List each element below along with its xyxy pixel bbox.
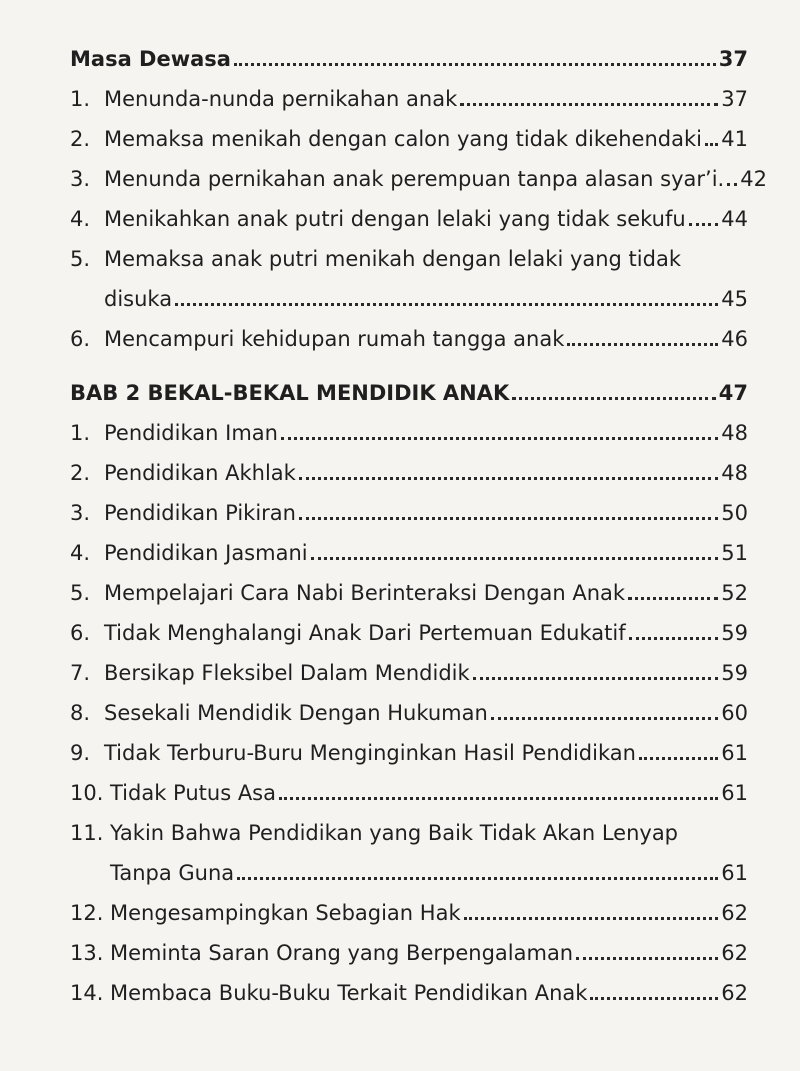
toc-entry xyxy=(70,406,748,446)
dot-leader xyxy=(279,797,718,800)
toc-entry xyxy=(70,606,748,646)
entry-title: Meminta Saran Orang yang Berpengalaman xyxy=(110,940,574,965)
toc-entry xyxy=(70,486,748,526)
dot-leader xyxy=(512,397,715,400)
toc-entry-first-line xyxy=(70,806,748,846)
entry-number: 1. xyxy=(70,86,91,111)
dot-leader xyxy=(237,877,718,880)
entry-title-continuation: Tanpa Guna xyxy=(110,860,235,885)
toc-entry xyxy=(70,686,748,726)
page-number: 52 xyxy=(721,580,748,605)
dot-leader xyxy=(689,223,719,226)
entry-title: Pendidikan Pikiran xyxy=(104,500,296,525)
toc-entry-continuation xyxy=(70,846,748,886)
toc-entry xyxy=(70,192,748,232)
toc-entry xyxy=(70,112,748,152)
entry-number: 11. xyxy=(70,820,104,845)
dot-leader xyxy=(628,597,718,600)
page-number: 62 xyxy=(721,900,748,925)
toc-entry-continuation xyxy=(70,272,748,312)
toc-entry xyxy=(70,72,748,112)
page-number: 48 xyxy=(721,460,748,485)
entry-number: 5. xyxy=(70,246,91,271)
page-number: 50 xyxy=(721,500,748,525)
toc-entry xyxy=(70,446,748,486)
entry-title: Sesekali Mendidik Dengan Hukuman xyxy=(104,700,488,725)
page-number: 59 xyxy=(721,620,748,645)
entry-number: 4. xyxy=(70,540,91,565)
page-number: 45 xyxy=(721,286,748,311)
entry-title: Membaca Buku-Buku Terkait Pendidikan Anak xyxy=(110,980,588,1005)
page-number: 44 xyxy=(721,206,748,231)
dot-leader xyxy=(629,637,719,640)
page-number: 47 xyxy=(718,380,748,405)
page-number: 42 xyxy=(740,166,767,191)
dot-leader xyxy=(567,343,718,346)
entry-title: Yakin Bahwa Pendidikan yang Baik Tidak Akan Lenyap xyxy=(110,820,679,845)
entry-number: 6. xyxy=(70,326,91,351)
dot-leader xyxy=(491,717,718,720)
toc-entry xyxy=(70,926,748,966)
entry-number: 8. xyxy=(70,700,91,725)
toc-entry xyxy=(70,966,748,1006)
dot-leader xyxy=(590,997,718,1000)
entry-number: 13. xyxy=(70,940,104,965)
toc-entry xyxy=(70,312,748,352)
entry-number: 2. xyxy=(70,460,91,485)
entry-number: 10. xyxy=(70,780,104,805)
toc-entry xyxy=(70,526,748,566)
entry-number: 7. xyxy=(70,660,91,685)
entry-number: 6. xyxy=(70,620,91,645)
entry-title: Menikahkan anak putri dengan lelaki yang tidak sekufu xyxy=(104,206,686,231)
dot-leader xyxy=(311,557,719,560)
page-number: 60 xyxy=(721,700,748,725)
page-number: 59 xyxy=(721,660,748,685)
entry-title: Mempelajari Cara Nabi Berinteraksi Dengan Anak xyxy=(104,580,626,605)
dot-leader xyxy=(234,63,716,66)
entry-title: Menunda pernikahan anak perempuan tanpa alasan syar’i. xyxy=(104,166,725,191)
entry-title: Tidak Menghalangi Anak Dari Pertemuan Edukatif xyxy=(104,620,626,645)
section-heading-masa-dewasa xyxy=(70,24,748,72)
entry-number: 9. xyxy=(70,740,91,765)
entry-number: 1. xyxy=(70,420,91,445)
page-number: 37 xyxy=(718,46,748,71)
entry-title: Tidak Terburu-Buru Menginginkan Hasil Pendidikan xyxy=(104,740,636,765)
dot-leader xyxy=(464,917,719,920)
entry-title: Pendidikan Jasmani xyxy=(104,540,308,565)
dot-leader xyxy=(576,957,718,960)
entry-title: Mengesampingkan Sebagian Hak xyxy=(110,900,461,925)
page-number: 62 xyxy=(721,940,748,965)
entry-title: Pendidikan Iman xyxy=(104,420,278,445)
page-number: 37 xyxy=(721,86,748,111)
toc-entry-first-line xyxy=(70,232,748,272)
page-number: 46 xyxy=(721,326,748,351)
section-title: Masa Dewasa xyxy=(70,46,231,71)
entry-number: 3. xyxy=(70,166,91,191)
entry-title: Bersikap Fleksibel Dalam Mendidik xyxy=(104,660,470,685)
table-of-contents xyxy=(70,24,767,1006)
dot-leader xyxy=(299,477,718,480)
entry-title: Tidak Putus Asa xyxy=(110,780,276,805)
dot-leader xyxy=(727,183,737,186)
entry-title: Memaksa anak putri menikah dengan lelaki yang tidak xyxy=(104,246,681,271)
entry-number: 4. xyxy=(70,206,91,231)
page-number: 61 xyxy=(721,740,748,765)
entry-title: Pendidikan Akhlak xyxy=(104,460,296,485)
entry-number: 14. xyxy=(70,980,104,1005)
page-number: 48 xyxy=(721,420,748,445)
entry-number: 5. xyxy=(70,580,91,605)
entry-title: Mencampuri kehidupan rumah tangga anak xyxy=(104,326,565,351)
dot-leader xyxy=(473,677,719,680)
page-number: 61 xyxy=(721,780,748,805)
dot-leader xyxy=(175,303,718,306)
page-number: 41 xyxy=(721,126,748,151)
toc-entry xyxy=(70,152,767,192)
dot-leader xyxy=(299,517,718,520)
toc-entry xyxy=(70,886,748,926)
entry-number: 3. xyxy=(70,500,91,525)
dot-leader xyxy=(705,143,718,146)
toc-entry xyxy=(70,766,748,806)
dot-leader xyxy=(281,437,718,440)
section-heading-bab-2 xyxy=(70,358,748,406)
entry-number: 2. xyxy=(70,126,91,151)
toc-entry xyxy=(70,646,748,686)
dot-leader xyxy=(460,103,718,106)
page-number: 61 xyxy=(721,860,748,885)
section-title: BAB 2 BEKAL-BEKAL MENDIDIK ANAK xyxy=(70,380,510,405)
toc-entry xyxy=(70,726,748,766)
toc-entry xyxy=(70,566,748,606)
entry-title: Memaksa menikah dengan calon yang tidak dikehendaki xyxy=(104,126,702,151)
page-number: 62 xyxy=(721,980,748,1005)
dot-leader xyxy=(639,757,718,760)
entry-number: 12. xyxy=(70,900,104,925)
page-number: 51 xyxy=(721,540,748,565)
entry-title: Menunda-nunda pernikahan anak xyxy=(104,86,458,111)
entry-title-continuation: disuka xyxy=(104,286,173,311)
